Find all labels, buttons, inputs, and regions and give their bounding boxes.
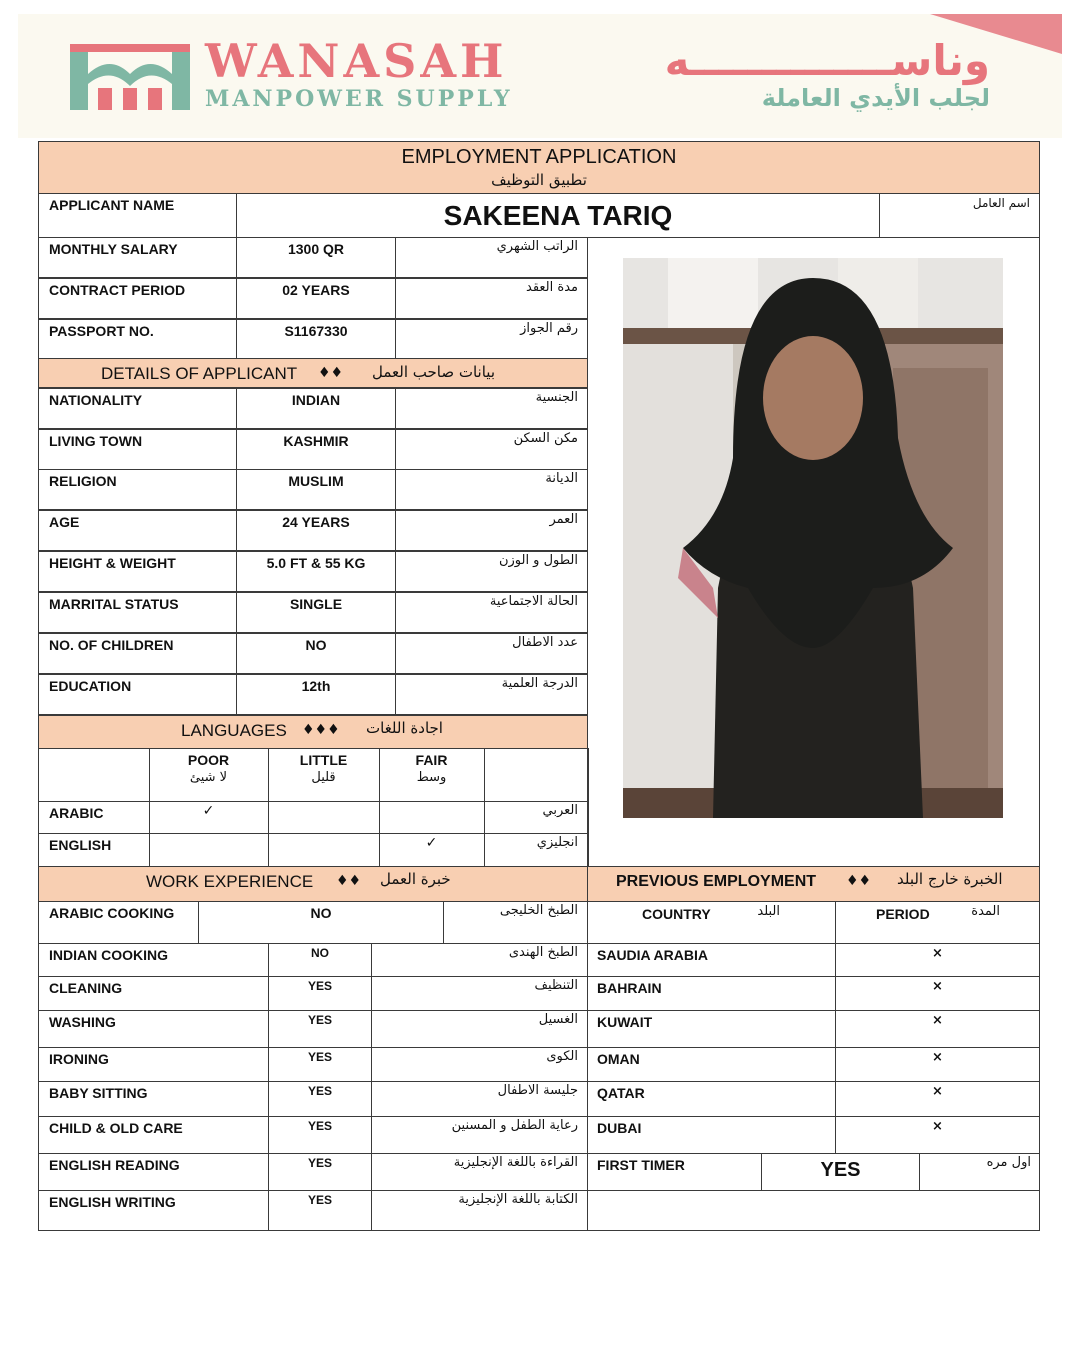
work-label: IRONING: [49, 1051, 109, 1067]
field-label-ar: الحالة الاجتماعية: [489, 594, 578, 609]
work-value: YES: [307, 1119, 332, 1133]
work-label-ar: التنظيف: [534, 978, 578, 993]
brand-name-ar: وناســــــــــــــه: [664, 36, 990, 85]
brand-subtitle-en: MANPOWER SUPPLY: [205, 86, 513, 112]
work-label: INDIAN COOKING: [49, 947, 168, 963]
work-label: WASHING: [49, 1014, 116, 1030]
field-label-ar: الدرجة العلمية: [501, 676, 578, 691]
country-header-ar: البلد: [757, 904, 780, 919]
field-label-ar: عدد الاطفال: [512, 635, 578, 650]
work-value: YES: [307, 1084, 332, 1098]
language-name-ar: انجليزي: [536, 835, 578, 850]
company-logo: [70, 44, 190, 110]
field-value: 5.0 FT & 55 KG: [266, 555, 366, 571]
language-name: ENGLISH: [49, 837, 112, 853]
field-value: NO: [305, 637, 327, 653]
country-name: KUWAIT: [597, 1014, 653, 1030]
work-label: CLEANING: [49, 980, 123, 996]
applicant-name-ar: اسم العامل: [972, 196, 1030, 210]
applicant-name-label: APPLICANT NAME: [49, 197, 175, 213]
field-value: MUSLIM: [288, 473, 344, 489]
details-title-en: DETAILS OF APPLICANT: [101, 364, 298, 383]
work-label-ar: الطبخ الهندى: [508, 945, 578, 960]
work-label-ar: القراءة باللغة الإنجليزية: [453, 1155, 578, 1170]
field-label-ar: الجنسية: [535, 390, 578, 405]
form-title-ar: تطبيق التوظيف: [491, 171, 587, 189]
work-value: YES: [307, 1050, 332, 1064]
previous-title-ar: الخبرة خارج البلد: [897, 870, 1003, 888]
work-value: YES: [307, 1013, 332, 1027]
check-icon: ✓: [425, 835, 438, 851]
work-label-ar: رعاية الطفل و المسنين: [451, 1118, 578, 1133]
field-value: KASHMIR: [283, 433, 349, 449]
language-name: ARABIC: [49, 805, 104, 821]
field-label: RELIGION: [49, 473, 117, 489]
field-label: HEIGHT & WEIGHT: [49, 555, 176, 571]
period-header: PERIOD: [876, 906, 930, 922]
work-label: BABY SITTING: [49, 1085, 148, 1101]
applicant-photo: [623, 258, 1003, 818]
diamond-icon: ♦♦: [336, 873, 362, 889]
languages-cell: [484, 748, 589, 802]
languages-cell: [268, 801, 380, 834]
brand-subtitle-ar: لجلب الأيدي العاملة: [761, 84, 990, 112]
languages-cell: [268, 833, 380, 867]
check-icon: ✓: [202, 803, 215, 819]
work-value: YES: [307, 979, 332, 993]
field-value: SINGLE: [289, 596, 343, 612]
cross-icon: ×: [932, 979, 943, 994]
language-level-label-ar: لا شيئ: [189, 770, 228, 785]
field-value: 24 YEARS: [282, 514, 350, 530]
work-title-ar: خبرة العمل: [380, 870, 451, 888]
field-label: EDUCATION: [49, 678, 132, 694]
country-name: BAHRAIN: [597, 980, 662, 996]
field-label: MONTHLY SALARY: [49, 241, 178, 257]
field-label-ar: مكن السكن: [513, 431, 578, 446]
work-value: NO: [311, 946, 329, 960]
field-value: 1300 QR: [287, 241, 345, 257]
work-value: NO: [310, 905, 332, 921]
language-name-ar: العربي: [542, 803, 578, 818]
field-label: CONTRACT PERIOD: [49, 282, 186, 298]
cross-icon: ×: [932, 1119, 943, 1134]
work-label: ENGLISH WRITING: [49, 1194, 176, 1210]
country-name: OMAN: [597, 1051, 640, 1067]
languages-cell: [379, 801, 485, 834]
diamond-icon: ♦♦: [318, 365, 344, 381]
field-label: MARRITAL STATUS: [49, 596, 179, 612]
brand-name-en: WANASAH: [205, 34, 508, 88]
languages-cell: [149, 833, 269, 867]
first-timer-label-ar: اول مره: [986, 1155, 1031, 1170]
languages-cell: [38, 748, 150, 802]
field-label: LIVING TOWN: [49, 433, 143, 449]
field-label: NATIONALITY: [49, 392, 143, 408]
country-name: SAUDIA ARABIA: [597, 947, 708, 963]
cross-icon: ×: [932, 1013, 943, 1028]
work-value: YES: [307, 1156, 332, 1170]
work-label-ar: جليسة الاطفال: [497, 1083, 578, 1098]
field-label: AGE: [49, 514, 80, 530]
work-label-ar: الكتابة باللغة الإنجليزية: [458, 1192, 578, 1207]
field-label-ar: الديانة: [545, 471, 578, 486]
field-value: INDIAN: [291, 392, 341, 408]
country-name: QATAR: [597, 1085, 645, 1101]
details-title-ar: بيانات صاحب العمل: [372, 363, 495, 381]
work-label-ar: الغسيل: [538, 1012, 578, 1027]
language-level-label: FAIR: [415, 752, 448, 768]
country-header: COUNTRY: [642, 906, 711, 922]
work-label-ar: الطبخ الخليجى: [499, 903, 578, 918]
cross-icon: ×: [932, 1050, 943, 1065]
previous-title-en: PREVIOUS EMPLOYMENT: [616, 873, 817, 890]
diamond-icon: ♦♦♦: [302, 722, 340, 738]
field-value: S1167330: [284, 323, 348, 339]
first-timer-label: FIRST TIMER: [597, 1157, 685, 1173]
field-label: PASSPORT NO.: [49, 323, 154, 339]
work-value: YES: [307, 1193, 332, 1207]
country-name: DUBAI: [597, 1120, 642, 1136]
work-title-en: WORK EXPERIENCE: [146, 872, 314, 891]
cross-icon: ×: [932, 1084, 943, 1099]
field-label-ar: رقم الجواز: [520, 321, 578, 336]
cross-icon: ×: [932, 946, 943, 961]
language-level-label: POOR: [187, 752, 230, 768]
form-title-en: EMPLOYMENT APPLICATION: [401, 146, 677, 168]
first-timer-value: YES: [820, 1159, 861, 1181]
language-level-label: LITTLE: [299, 752, 348, 768]
field-value: 02 YEARS: [282, 282, 350, 298]
work-label: CHILD & OLD CARE: [49, 1120, 183, 1136]
languages-title-ar: اجادة اللغات: [366, 719, 443, 737]
language-level-label-ar: قليل: [311, 770, 336, 785]
work-label: ENGLISH READING: [49, 1157, 180, 1173]
field-label-ar: الطول و الوزن: [498, 553, 578, 568]
empty-cell: [587, 1190, 1040, 1231]
diamond-icon: ♦♦: [846, 873, 872, 889]
applicant-name: SAKEENA TARIQ: [443, 200, 673, 231]
languages-title-en: LANGUAGES: [181, 721, 287, 740]
work-label-ar: الكوى: [546, 1049, 578, 1064]
work-label: ARABIC COOKING: [49, 905, 175, 921]
language-level-label-ar: وسط: [416, 770, 447, 785]
field-label-ar: العمر: [549, 512, 578, 527]
field-label-ar: الراتب الشهري: [496, 239, 578, 254]
field-label-ar: مدة العقد: [526, 280, 578, 295]
period-header-ar: المدة: [971, 904, 1000, 919]
field-value: 12th: [301, 678, 331, 694]
field-label: NO. OF CHILDREN: [49, 637, 174, 653]
